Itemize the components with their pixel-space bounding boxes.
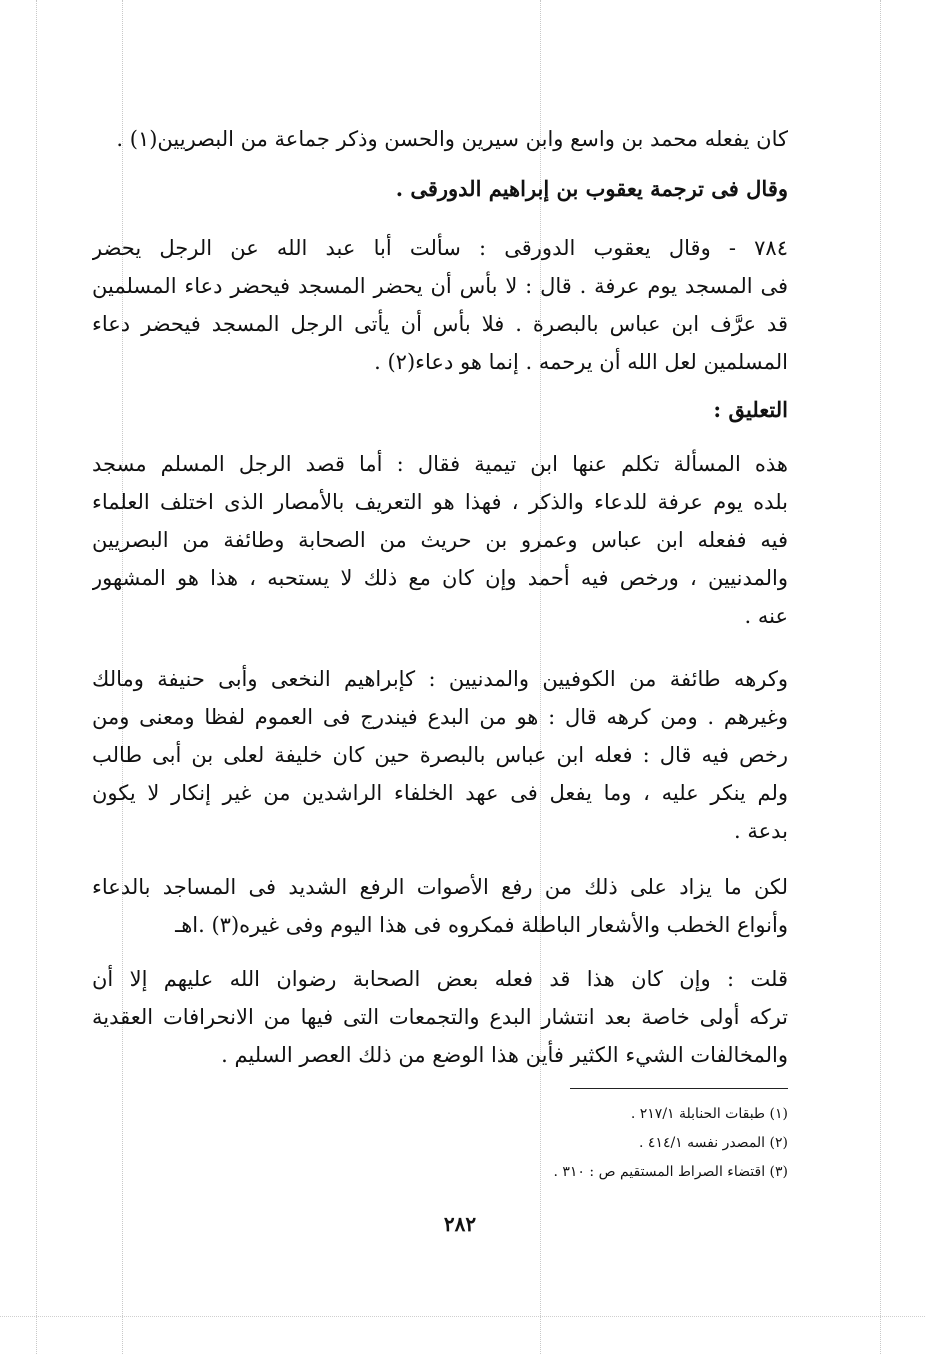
text-line: كان يفعله محمد بن واسع وابن سيرين والحسن وذكر جماعة من البصريين(١) .: [116, 127, 788, 151]
text-line: فى المسجد يوم عرفة . قال : لا بأس أن يحضر المسجد فيحضر دعاء المسلمين: [92, 274, 788, 298]
section-heading: [92, 170, 788, 208]
text-line: فيه ففعله ابن عباس وعمرو بن حريث من الصحابة وطائفة من البصريين: [92, 528, 788, 552]
text-line: بدعة .: [733, 819, 788, 843]
text-line: والمدنيين ، ورخص فيه أحمد وإن كان مع ذلك لا يستحبه ، هذا هو المشهور: [92, 566, 788, 590]
footnote: (٣) اقتضاء الصراط المستقيم ص : ٣١٠ .: [553, 1164, 788, 1180]
page-number: ٢٨٢: [443, 1212, 477, 1236]
text-line: ولم ينكر عليه ، وما يفعل فى عهد الخلفاء الراشدين من غير إنكار لا يكون: [92, 781, 788, 805]
footnote: (٢) المصدر نفسه ٤١٤/١ .: [639, 1135, 788, 1151]
text-line: وقال فى ترجمة يعقوب بن إبراهيم الدورقى .: [395, 176, 788, 201]
text-line: ٧٨٤ - وقال يعقوب الدورقى : سألت أبا عبد الله عن الرجل يحضر: [92, 236, 788, 260]
paragraph: [92, 445, 788, 635]
text-line: وغيرهم . ومن كرهه قال : هو من البدع فيندرج فى العموم لفظا ومعنى ومن: [92, 705, 788, 729]
text-line: التعليق :: [713, 397, 788, 422]
paragraph: [92, 120, 788, 158]
paragraph: [92, 868, 788, 944]
scan-artifact-line: [880, 0, 881, 1354]
text-line: تركه أولى خاصة بعد انتشار البدع والتجمعات التى فيها من الانحرافات العقدية: [92, 1005, 788, 1029]
text-line: والمخالفات الشيء الكثير فأين هذا الوضع من ذلك العصر السليم .: [221, 1043, 788, 1067]
section-heading: [92, 391, 788, 429]
paragraph: [92, 960, 788, 1074]
text-line: هذه المسألة تكلم عنها ابن تيمية فقال : أما قصد الرجل المسلم مسجد: [92, 452, 788, 476]
text-line: لكن ما يزاد على ذلك من رفع الأصوات الرفع الشديد فى المساجد بالدعاء: [92, 875, 788, 899]
text-line: قد عرَّف ابن عباس بالبصرة . فلا بأس أن يأتى الرجل المسجد فيحضر دعاء: [92, 312, 788, 336]
scan-artifact-line: [36, 0, 37, 1354]
text-line: بلده يوم عرفة للدعاء والذكر ، فهذا هو التعريف بالأمصار الذى اختلف العلماء: [92, 490, 788, 514]
footnote: (١) طبقات الحنابلة ٢١٧/١ .: [630, 1106, 788, 1122]
footnotes: [360, 1100, 788, 1187]
scan-artifact-line: [0, 1316, 925, 1317]
footnote-separator: [570, 1088, 788, 1089]
text-line: عنه .: [744, 604, 788, 628]
text-line: رخص فيه قال : فعله ابن عباس بالبصرة حين كان خليفة لعلى بن أبى طالب: [92, 743, 788, 767]
paragraph: [92, 229, 788, 381]
paragraph: [92, 660, 788, 850]
text-line: وأنواع الخطب والأشعار الباطلة فمكروه فى هذا اليوم وفى غيره(٣) .اهـ: [175, 913, 788, 937]
text-line: وكرهه طائفة من الكوفيين والمدنيين : كإبراهيم النخعى وأبى حنيفة ومالك: [92, 667, 788, 691]
text-line: المسلمين لعل الله أن يرحمه . إنما هو دعاء(٢) .: [374, 350, 788, 374]
text-line: قلت : وإن كان هذا قد فعله بعض الصحابة رضوان الله عليهم إلا أن: [92, 967, 788, 991]
